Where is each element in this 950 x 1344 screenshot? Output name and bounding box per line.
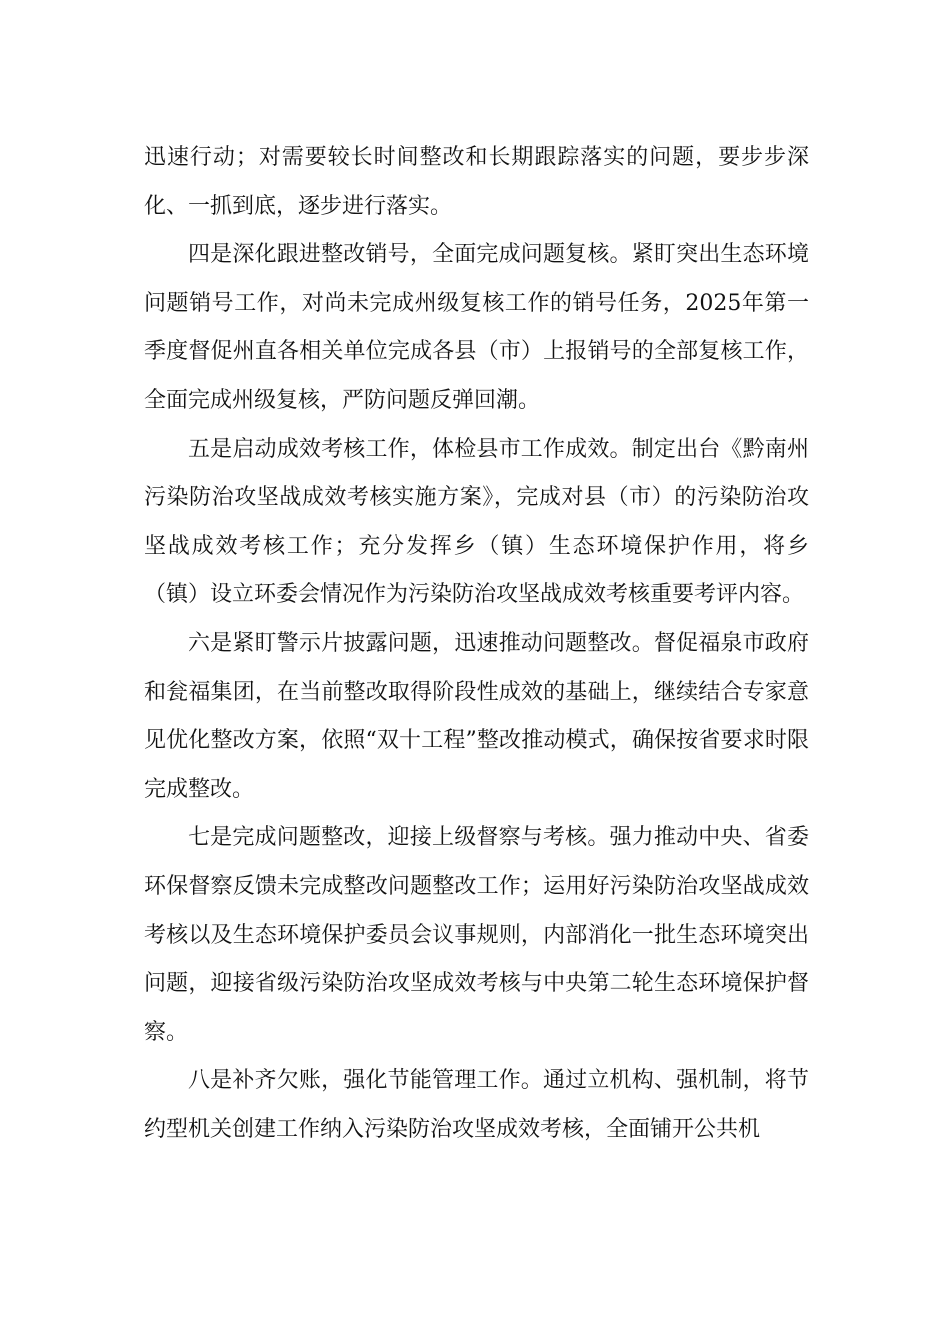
document-body	[144, 134, 809, 1154]
paragraph-item-seven: 七是完成问题整改，迎接上级督察与考核。强力推动中央、省委环保督察反馈未完成整改问题整改工作；运用好污染防治攻坚战成效考核以及生态环境保护委员会议事规则，内部消化一批生态环境突出问题，迎接省级污染防治攻坚成效考核与中央第二轮生态环境保护督察。	[144, 825, 809, 1045]
paragraph-item-six: 六是紧盯警示片披露问题，迅速推动问题整改。督促福泉市政府和瓮福集团，在当前整改取得阶段性成效的基础上，继续结合专家意见优化整改方案，依照“双十工程”整改推动模式，确保按省要求时限完成整改。	[144, 630, 809, 802]
paragraph-item-four: 四是深化跟进整改销号，全面完成问题复核。紧盯突出生态环境问题销号工作，对尚未完成州级复核工作的销号任务，2025年第一季度督促州直各相关单位完成各县（市）上报销号的全部复核工作，全面完成州级复核，严防问题反弹回潮。	[144, 242, 809, 413]
paragraph-item-five: 五是启动成效考核工作，体检县市工作成效。制定出台《黔南州污染防治攻坚战成效考核实施方案》，完成对县（市）的污染防治攻坚战成效考核工作；充分发挥乡（镇）生态环境保护作用，将乡（镇）设立环委会情况作为污染防治攻坚战成效考核重要考评内容。	[144, 436, 809, 608]
paragraph-item-eight: 八是补齐欠账，强化节能管理工作。通过立机构、强机制，将节约型机关创建工作纳入污染防治攻坚成效考核，全面铺开公共机	[144, 1068, 809, 1142]
paragraph-continued: 迅速行动；对需要较长时间整改和长期跟踪落实的问题，要步步深化、一抓到底，逐步进行落实。	[144, 145, 809, 219]
